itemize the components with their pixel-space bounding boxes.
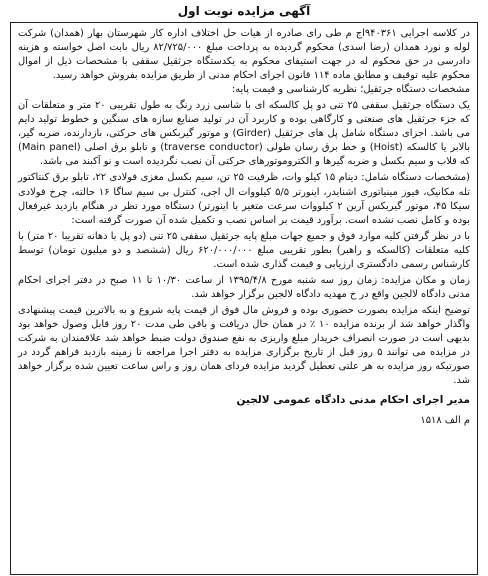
- reference-code: م الف ۱۵۱۸: [420, 415, 470, 427]
- paragraph-specs-heading: مشخصات دستگاه جرثقیل؛ نظریه کارشناسی و قیمت پایه:: [231, 84, 470, 96]
- paragraph-case: در کلاسه اجرایی ۹۴۰۳۶۱اج م طی رای صادره از هیات حل اختلاف اداره کار شهرستان بهار (همدان) شرکت لوله و نورد همدان (رضا اسدی) محکوم گردیده به پرداخت مبلغ ۸۲/۷۲۵/۰۰۰ ریال بابت اصل خواسته و هزینه دادرسی در حق محکوم له در جهت استیفای محکوم به یکدستگاه جرثقیل سقفی با مشخصات ذیل از اموال محکوم علیه توقیف و مطابق ماده ۱۱۴ قانون اجرای احکام مدنی از طریق مزایده بفروش خواهد رسید.: [18, 28, 470, 82]
- paragraph-base-price: با در نظر گرفتن کلیه موارد فوق و جمیع جهات مبلغ پایه جرثقیل سقفی ۲۵ تنی (دو پل با دهانه تقریبا ۲۰ متر) با کلیه متعلقات (کالسکه و راهبر) بطور تقریبی مبلغ ۶۲۰/۰۰۰/۰۰۰ ریال (ششصد و دو میلیون تومان) توسط کارشناس رسمی دادگستری ارزیابی و قیمت گذاری شده است.: [18, 230, 471, 270]
- notice-box: [10, 22, 478, 575]
- notice-title: آگهی مزایده نوبت اول: [177, 4, 311, 18]
- paragraph-conditions: توضیح اینکه مزایده بصورت حضوری بوده و فروش مال فوق از قیمت پایه شروع و به بالاترین قیمت پیشنهادی واگذار خواهد شد از برنده مزایده ۱۰ ٪ در همان حال دریافت و باقی طی مدت ۲۰ روز قابل وصول خواهد بود بدیهی است در صورت انصراف خریدار مبلغ واریزی به نفع صندوق دولت ضبط خواهد شد علاقمندان به شرکت در مزایده می توانند ۵ روز قبل از تاریخ برگزاری مزایده به دفتر اجرا مراجعه تا زمینه بازدید فراهم گردد در صورتیکه روز مزایده به هر علتی تعطیل گردید مزایده فردای همان روز و راس ساعت تعیین شده برگزار خواهد شد.: [18, 304, 470, 387]
- paragraph-crane-specs: (مشخصات دستگاه شامل: دینام ۱۵ کیلو وات، ظرفیت ۲۵ تن، سیم بکسل مغزی فولادی ۲۲، تابلو برق کنتاکتور تله مکانیک، فیوز مینیاتوری اشنایدر، اینورتر ۵/۵ کیلووات ال اجی، کنترل بی سیم ساگا ۱۶ حالته، چرخ فولادی سیکا ۴۵، موتور گیربکس آرین ۲ کیلووات سرعت متغیر با اینورتر) دستگاه مورد نظر در هنگام بازدید غیرفعال بوده و کامل نصب نشده است. برآورد قیمت بر اساس نصب و تکمیل شده آن صورت گرفته است:: [18, 172, 471, 226]
- paragraph-crane-description: یک دستگاه جرثقیل سقفی ۲۵ تنی دو پل کالسکه ای با شاسی زرد رنگ به طول تقریبی ۲۰ متر و متعلقات آن که جزء جرثقیل های صنعتی و کارگاهی بوده و کاربرد آن در تولید صنایع سازه های سنگین و خطوط تولید دایم می باشد. اجزای دستگاه شامل پل های جرثقیل (Girder) و موتور گیربکس های حرکتی، بازدارنده، ضربه گیر، بالابر یا کالسکه (Hoist) و خط برق رسان طولی (traverse conductor) و تابلو برق اصلی (Main panel) که قلاب و سیم بکسل و ضربه گیرها و الکتروموتورهای حرکتی آن نصب نگردیده است و نو آکبند می باشد.: [18, 100, 470, 168]
- paragraph-time-place: زمان و مکان مزایده: زمان روز سه شنبه مورخ ۱۳۹۵/۴/۸ از ساعت ۱۰/۳۰ تا ۱۱ صبح در دفتر اجرای احکام مدنی دادگاه لالجین واقع در خ مهدیه دادگاه لالجین برگزار خواهد شد.: [18, 274, 470, 300]
- signature: مدیر اجرای احکام مدنی دادگاه عمومی لالجین: [236, 394, 470, 407]
